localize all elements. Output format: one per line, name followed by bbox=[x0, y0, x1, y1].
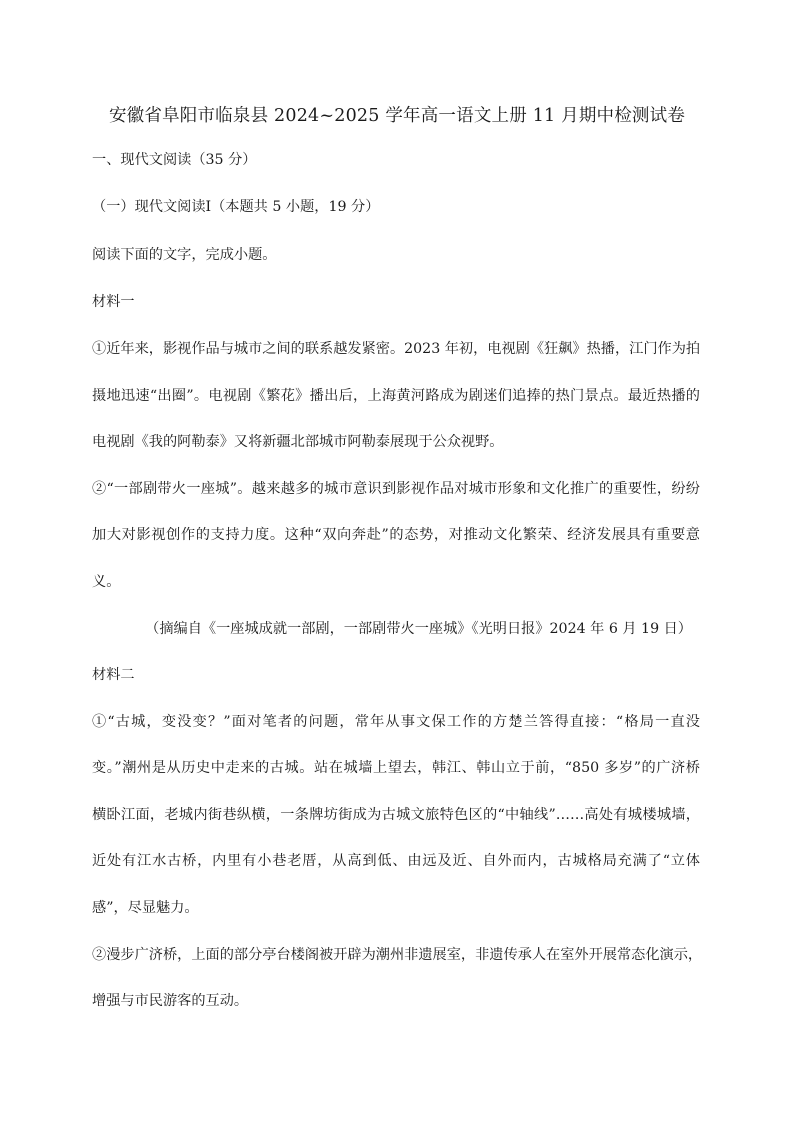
material1-label: 材料一 bbox=[92, 294, 135, 310]
material1-p1-line: 摄地迅速“出圈”。电视剧《繁花》播出后，上海黄河路成为剧迷们追捧的热门景点。最近热播的 bbox=[92, 388, 700, 404]
material2-p1-line: ①“古城，变没变？”面对笔者的问题，常年从事文保工作的方楚兰答得直接：“格局一直没 bbox=[92, 714, 700, 730]
subsection-heading: （一）现代文阅读Ⅰ（本题共 5 小题，19 分） bbox=[92, 199, 380, 215]
material2-label: 材料二 bbox=[92, 667, 135, 683]
material2-p2-line: ②漫步广济桥，上面的部分亭台楼阁被开辟为潮州非遗展室，非遗传承人在室外开展常态化演示， bbox=[92, 947, 703, 963]
reading-instruction: 阅读下面的文字，完成小题。 bbox=[92, 247, 277, 263]
material1-source: （摘编自《一座城成就一部剧，一部剧带火一座城》《光明日报》2024 年 6 月 19 日） bbox=[145, 621, 692, 637]
material1-p1-line: ①近年来，影视作品与城市之间的联系越发紧密。2023 年初，电视剧《狂飙》热播，江门作为拍 bbox=[92, 341, 701, 357]
material2-p1-line: 感”，尽显魅力。 bbox=[92, 900, 199, 916]
material2-p1-line: 横卧江面，老城内街巷纵横，一条牌坊街成为古城文旅特色区的“中轴线”……高处有城楼城墙， bbox=[92, 807, 700, 823]
exam-title: 安徽省阜阳市临泉县 2024~2025 学年高一语文上册 11 月期中检测试卷 bbox=[108, 106, 686, 126]
material1-p2-line: 义。 bbox=[92, 574, 121, 590]
material2-p1-line: 变。”潮州是从历史中走来的古城。站在城墙上望去，韩江、韩山立于前，“850 多岁”的广济桥 bbox=[92, 760, 700, 776]
material1-p2-line: ②“一部剧带火一座城”。越来越多的城市意识到影视作品对城市形象和文化推广的重要性，纷纷 bbox=[92, 481, 700, 497]
material2-p1-line: 近处有江水古桥，内里有小巷老厝，从高到低、由远及近、自外而内，古城格局充满了“立体 bbox=[92, 853, 700, 869]
section-heading: 一、现代文阅读（35 分） bbox=[92, 152, 257, 168]
material1-p2-line: 加大对影视创作的支持力度。这种“双向奔赴”的态势，对推动文化繁荣、经济发展具有重要意 bbox=[92, 527, 700, 543]
material2-p2-line: 增强与市民游客的互动。 bbox=[92, 993, 249, 1009]
material1-p1-line: 电视剧《我的阿勒泰》又将新疆北部城市阿勒泰展现于公众视野。 bbox=[92, 434, 504, 450]
